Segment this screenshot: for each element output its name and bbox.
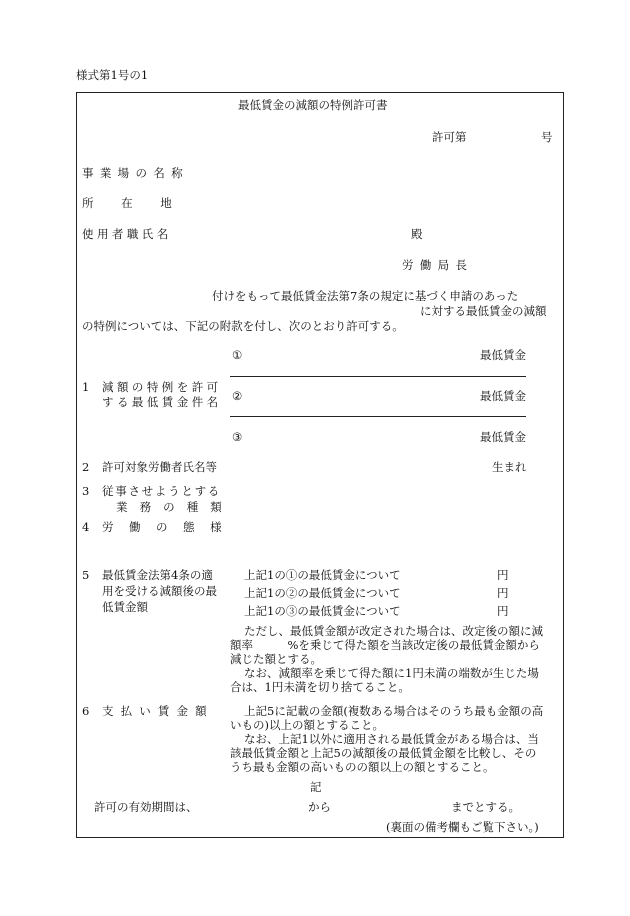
item-1-label-line-2: する最低賃金件名	[102, 395, 222, 409]
ki-mark: 記	[310, 780, 322, 794]
birth-label: 生まれ	[492, 460, 527, 474]
yen-unit: 円	[497, 568, 509, 582]
min-wage-slot-1-label: 最低賃金	[480, 348, 526, 362]
item-5-note-line-5: 合は、1円未満を切り捨てること。	[230, 680, 410, 694]
yen-unit: 円	[497, 604, 509, 618]
establishment-name-label: 事業場の名称	[82, 166, 189, 180]
intro-line-3: の特例については、下記の附款を付し、次のとおり許可する。	[82, 319, 404, 333]
item-1-number: 1	[82, 380, 90, 394]
item-5-label-line-2: 用を受ける減額後の最	[102, 584, 217, 598]
item-6-note-line-2: いもの)以上の額とすること。	[230, 718, 384, 732]
item-5-note-line-3: 減じた額とする。	[230, 652, 322, 666]
honorific: 殿	[411, 227, 423, 241]
intro-line-2: に対する最低賃金の減額	[420, 304, 547, 318]
item-6-note-line-5: うち最も金額の高いものの額以上の額とすること。	[230, 760, 495, 774]
min-wage-slot-3-label: 最低賃金	[480, 430, 526, 444]
location-label: 所在地	[82, 196, 200, 210]
permit-number-label: 許可第	[432, 130, 467, 144]
item-3-label-line-1: 従事させようとする	[102, 484, 222, 498]
item-6-note-line-4: 該最低賃金額と上記5の減額後の最低賃金額を比較し、その	[230, 746, 537, 760]
bureau-chief: 労働局長	[402, 258, 474, 272]
item-5-number: 5	[82, 568, 90, 582]
min-wage-slot-1-number: ①	[232, 348, 243, 362]
form-number: 様式第1号の1	[76, 68, 149, 82]
reduced-wage-row-3: 上記1の③の最低賃金について	[244, 604, 401, 618]
item-3-label-line-2: 業務の種類	[116, 500, 234, 514]
min-wage-slot-2-label: 最低賃金	[480, 389, 526, 403]
intro-line-1: 付けをもって最低賃金法第7条の規定に基づく申請のあった	[212, 289, 519, 303]
item-5-label-line-3: 低賃金額	[102, 600, 148, 614]
item-6-note-line-3: なお、上記1以外に適用される最低賃金がある場合は、当	[244, 732, 539, 746]
permit-number-suffix: 号	[541, 130, 553, 144]
validity-from: から	[308, 800, 331, 814]
reduced-wage-row-1: 上記1の①の最低賃金について	[244, 568, 401, 582]
item-4-label: 労働の態様	[102, 520, 238, 534]
item-3-number: 3	[82, 484, 90, 498]
min-wage-slot-3-number: ③	[232, 430, 243, 444]
employer-label: 使用者職氏名	[82, 227, 172, 241]
footer-note: (裏面の備考欄もご覧下さい。)	[386, 820, 539, 834]
validity-label: 許可の有効期間は、	[94, 800, 198, 814]
validity-to: までとする。	[451, 800, 520, 814]
reduced-wage-row-2: 上記1の②の最低賃金について	[244, 586, 401, 600]
item-4-number: 4	[82, 520, 90, 534]
slot-divider	[230, 376, 526, 377]
item-5-note-line-2: 額率 %を乗じて得た額を当該改定後の最低賃金額から	[230, 638, 540, 652]
item-1-label-line-1: 減額の特例を許可	[102, 380, 222, 394]
document-title: 最低賃金の減額の特例許可書	[238, 98, 388, 112]
item-5-note-line-1: ただし、最低賃金額が改定された場合は、改定後の額に減	[244, 624, 543, 638]
item-2-label: 許可対象労働者氏名等	[102, 460, 217, 474]
min-wage-slot-2-number: ②	[232, 389, 243, 403]
yen-unit: 円	[497, 586, 509, 600]
item-2-number: 2	[82, 460, 90, 474]
item-5-label-line-1: 最低賃金法第4条の適	[102, 568, 213, 582]
item-6-label: 支払い賃金額	[102, 704, 214, 718]
item-5-note-line-4: なお、減額率を乗じて得た額に1円未満の端数が生じた場	[244, 666, 539, 680]
item-6-number: 6	[82, 704, 90, 718]
item-6-note-line-1: 上記5に記載の金額(複数ある場合はそのうち最も金額の高	[244, 704, 544, 718]
slot-divider	[230, 416, 526, 417]
